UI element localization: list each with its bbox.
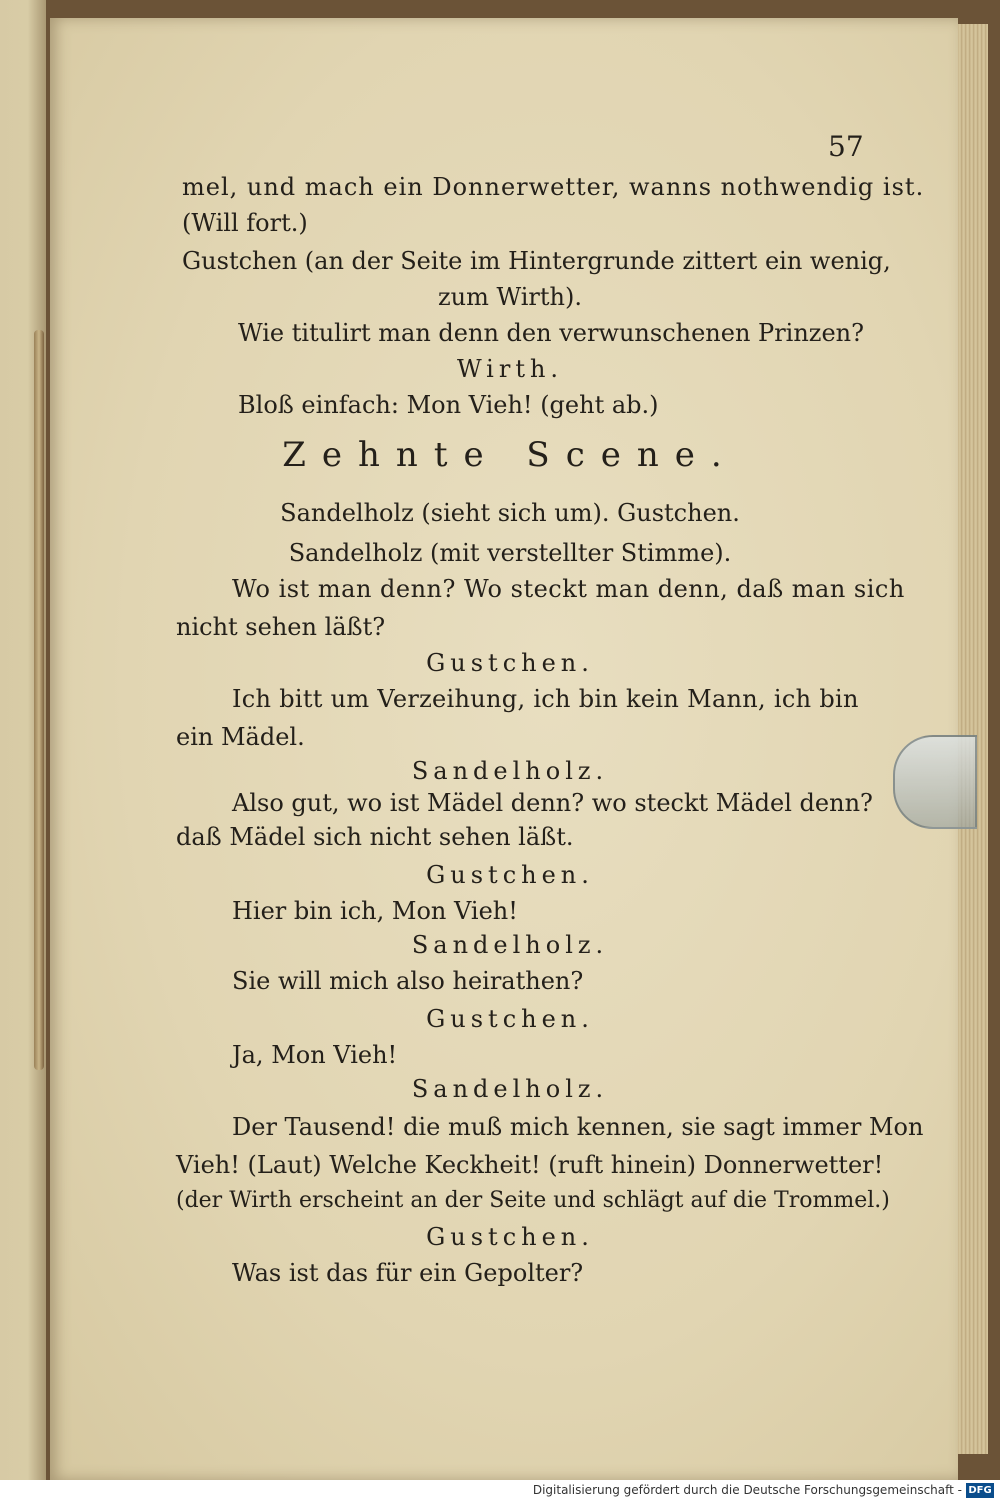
text-line: Gustchen (an der Seite im Hintergrunde zittert ein wenig, [182,247,891,275]
text-line: Also gut, wo ist Mädel denn? wo steckt Mädel denn? [232,789,873,817]
text-line: Ich bitt um Verzeihung, ich bin kein Mann, ich bin [232,685,859,713]
stage-direction: (der Wirth erscheint an der Seite und schlägt auf die Trommel.) [176,1188,890,1213]
text-line: Der Tausend! die muß mich kennen, sie sagt immer Mon [232,1113,924,1141]
funding-notice: Digitalisierung gefördert durch die Deutsche Forschungsgemeinschaft - [532,1483,962,1497]
speaker-heading: Sandelholz. [411,931,609,959]
speaker-heading: Sandelholz (mit verstellter Stimme). [288,539,732,567]
text-line: ein Mädel. [176,723,305,751]
text-line: mel, und mach ein Donnerwetter, wanns nothwendig ist. [182,173,925,201]
text-line: nicht sehen läßt? [176,613,386,641]
text-line: Bloß einfach: Mon Vieh! (geht ab.) [238,391,659,419]
text-line: Sie will mich also heirathen? [232,967,584,995]
text-line: Wie titulirt man denn den verwunschenen Prinzen? [238,319,864,347]
page-clip [893,735,977,829]
speaker-heading: Sandelholz. [411,757,609,785]
text-line: Ja, Mon Vieh! [232,1041,398,1069]
book-spine [34,330,44,1070]
footer-bar [0,1480,1000,1502]
speaker-heading: Wirth. [456,355,564,383]
dfg-logo-icon: DFG [966,1483,994,1498]
speaker-heading: Gustchen. [426,1005,594,1033]
speaker-heading: Gustchen. [426,1223,594,1251]
text-line: Wo ist man denn? Wo steckt man denn, daß man sich [232,575,905,603]
text-line: daß Mädel sich nicht sehen läßt. [176,823,574,851]
speaker-heading: Sandelholz. [411,1075,609,1103]
text-line: Was ist das für ein Gepolter? [232,1259,584,1287]
speaker-heading: Gustchen. [426,649,594,677]
text-line: Hier bin ich, Mon Vieh! [232,897,518,925]
page-number: 57 [828,130,864,163]
text-line: zum Wirth). [438,283,582,311]
stage-direction: Sandelholz (sieht sich um). Gustchen. [280,499,740,527]
speaker-heading: Gustchen. [426,861,594,889]
text-line: Vieh! (Laut) Welche Keckheit! (ruft hinein) Donnerwetter! [176,1151,884,1179]
scene-title: Zehnte Scene. [282,435,738,475]
text-line: (Will fort.) [182,209,308,237]
